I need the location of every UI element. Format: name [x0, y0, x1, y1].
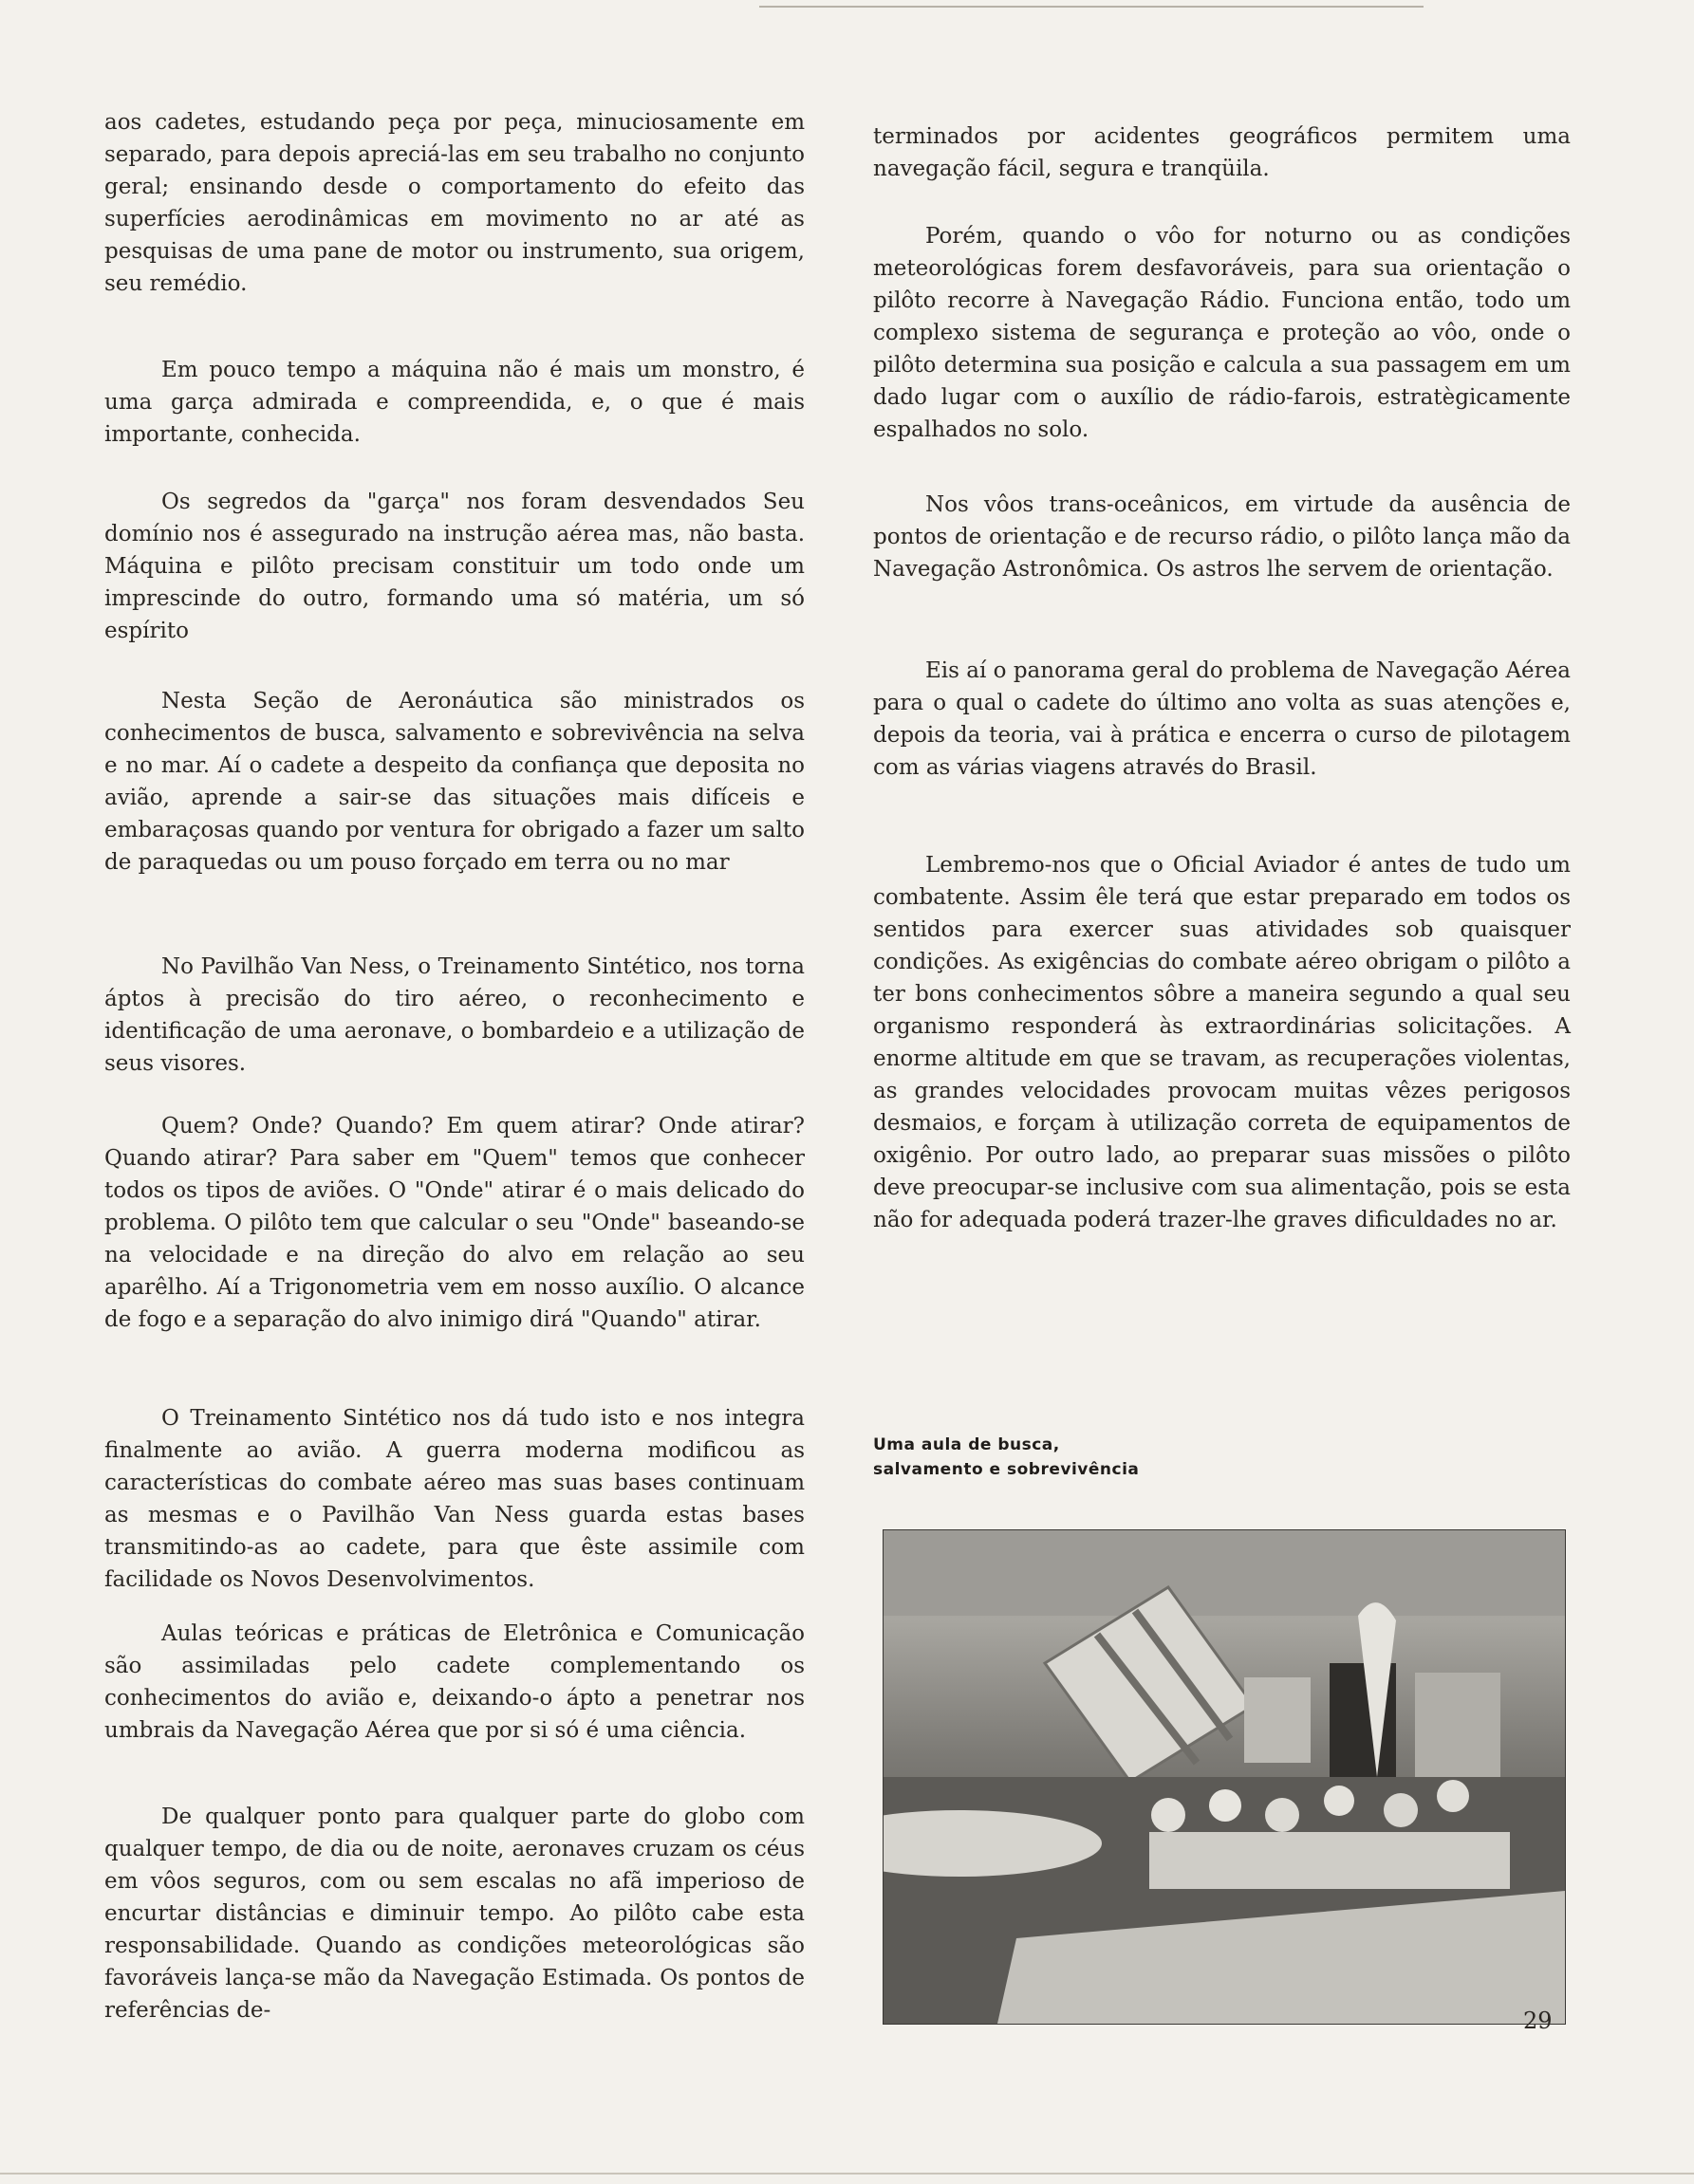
photo-students [1149, 1832, 1510, 1889]
paragraph-panorama: Eis aí o panorama geral do problema de Navegação Aérea para o qual o cadete do último ano volta as suas atenções e, depois da teoria, vai à prática e encerra o curso de pilotagem com as várias viagens através do Brasil. [873, 658, 1571, 780]
page-number: 29 [1523, 2008, 1553, 2034]
paragraph-radio-navigation: Porém, quando o vôo for noturno ou as condições meteorológicas forem desfavoráveis, para sua orientação o pilôto recorre à Navegação Rádio. Funciona então, todo um complexo sistema de segurança e proteção ao vôo, onde o pilôto determina sua posição e calcula a sua passagem em um dado lugar com o auxílio de rádio-farois, estratègicamente espalhados no solo. [873, 224, 1571, 442]
top-rule [759, 6, 1424, 8]
paragraph-who-where-when: Quem? Onde? Quando? Em quem atirar? Onde atirar? Quando atirar? Para saber em "Quem" temos que conhecer todos os tipos de aviões. O "Onde" atirar é o mais delicado do problema. O pilôto tem que calcular o seu "Onde" baseando-se na velocidade e na direção do alvo em relação ao seu aparêlho. Aí a Trigonometria vem em nosso auxílio. O alcance de fogo e a separação do alvo inimigo dirá "Quando" atirar. [104, 1114, 805, 1332]
classroom-photo-illustration [884, 1530, 1565, 2024]
paragraph-survival-section: Nesta Seção de Aeronáutica são ministrados os conhecimentos de busca, salvamento e sobrevivência na selva e no mar. Aí o cadete a despeito da confiança que deposita no avião, aprende a sair-se das situações mais difíceis e embaraçosas quando por ventura for obrigado a fazer um salto de paraquedas ou um pouso forçado em terra ou no mar [104, 689, 805, 875]
paragraph-geographic-points: terminados por acidentes geográficos permitem uma navegação fácil, segura e tranqüila. [873, 124, 1571, 181]
paragraph-electronics: Aulas teóricas e práticas de Eletrônica e Comunicação são assimiladas pelo cadete complementando os conhecimentos do avião e, deixando-o ápto a penetrar nos umbrais da Navegação Aérea que por si só é uma ciência. [104, 1621, 805, 1743]
paragraph-monster-heron: Em pouco tempo a máquina não é mais um monstro, é uma garça admirada e compreendida, e, o que é mais importante, conhecida. [104, 358, 805, 447]
paragraph-astronomic: Nos vôos trans-oceânicos, em virtude da ausência de pontos de orientação e de recurso rádio, o pilôto lança mão da Navegação Astronômica. Os astros lhe servem de orientação. [873, 492, 1571, 582]
photo-canopy [1045, 1587, 1254, 1782]
paragraph-navigation-globe: De qualquer ponto para qualquer parte do globo com qualquer tempo, de dia ou de noite, aeronaves cruzam os céus em vôos seguros, com ou sem escalas no afã imperioso de encurtar distâncias e diminuir tempo. Ao pilôto cabe esta responsabilidade. Quando as condições meteorológicas são favoráveis lança-se mão da Navegação Estimada. Os pontos de referências de- [104, 1805, 805, 2023]
paragraph-synthetic-training: O Treinamento Sintético nos dá tudo isto e nos integra finalmente ao avião. A guerra moderna modificou as características do combate aéreo mas suas bases continuam as mesmas e o Pavilhão Van Ness guarda estas bases transmitindo-as ao cadete, para que êste assimile com facilidade os Novos Desenvolvimentos. [104, 1406, 805, 1592]
classroom-photo [883, 1529, 1566, 2025]
paragraph-heron-secrets: Os segredos da "garça" nos foram desvendados Seu domínio nos é assegurado na instrução aérea mas, não basta. Máquina e pilôto precisam constituir um todo onde um imprescinde do outro, formando uma só matéria, um só espírito [104, 490, 805, 643]
paragraph-cadets-study: aos cadetes, estudando peça por peça, minuciosamente em separado, para depois apreciá-las em seu trabalho no conjunto geral; ensinando desde o comportamento do efeito das superfícies aerodinâmicas em movimento no ar até as pesquisas de uma pane de motor ou instrumento, sua origem, seu remédio. [104, 110, 805, 296]
paragraph-van-ness: No Pavilhão Van Ness, o Treinamento Sintético, nos torna áptos à precisão do tiro aéreo, o reconhecimento e identificação de uma aeronave, o bombardeio e a utilização de seus visores. [104, 954, 805, 1076]
bottom-rule [0, 2173, 1694, 2175]
paragraph-combatant: Lembremo-nos que o Oficial Aviador é antes de tudo um combatente. Assim êle terá que estar preparado em todos os sentidos para exercer suas atividades sob quaisquer condições. As exigências do combate aéreo obrigam o pilôto a ter bons conhecimentos sôbre a maneira segundo a qual seu organismo responderá às extraordinárias solicitações. A enorme altitude em que se travam, as recuperações violentas, as grandes velocidades provocam muitas vêzes perigosos desmaios, e forçam à utilização correta de equipamentos de oxigênio. Por outro lado, ao preparar suas missões o pilôto deve preocupar-se inclusive com sua alimentação, pois se esta não for adequada poderá trazer-lhe graves dificuldades no ar. [873, 853, 1571, 1232]
photo-caption [873, 1433, 1139, 1482]
caption-line-2: salvamento e sobrevivência [873, 1460, 1140, 1479]
caption-line-1: Uma aula de busca, [873, 1435, 1060, 1454]
photo-ceiling [884, 1530, 1565, 1616]
